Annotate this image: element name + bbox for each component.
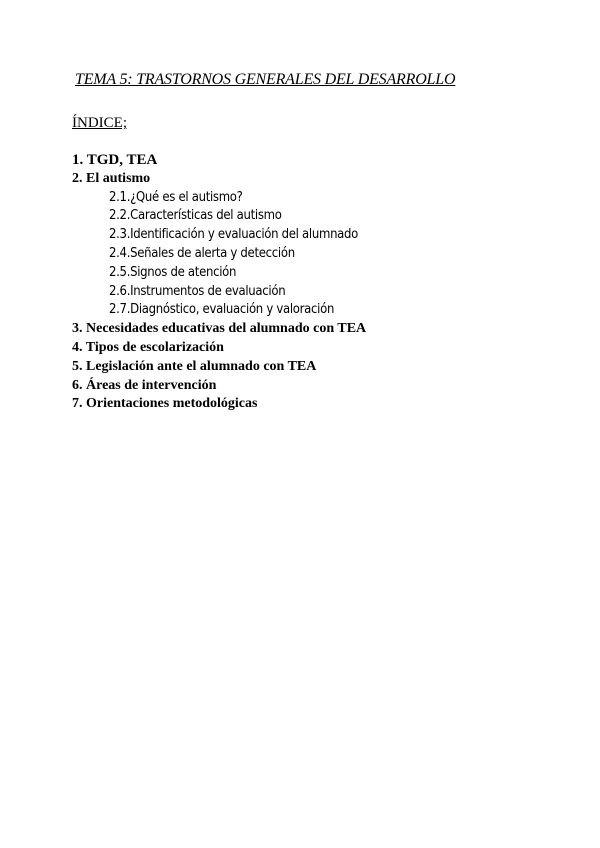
toc-item-label: 6. Áreas de intervención [72, 377, 217, 393]
toc-subitem: 2.7.Diagnóstico, evaluación y valoración [109, 302, 335, 318]
toc-item-label: 4. Tipos de escolarización [72, 339, 224, 355]
toc-item-label: 5. Legislación ante el alumnado con TEA [72, 358, 317, 374]
toc-subitems [72, 189, 366, 321]
index-heading: ÍNDICE; [72, 115, 127, 131]
toc-item [72, 170, 366, 320]
toc-subitem: 2.3.Identificación y evaluación del alumnado [109, 227, 359, 243]
toc-item [72, 320, 366, 339]
toc-subitem: 2.4.Señales de alerta y detección [109, 245, 295, 261]
toc-subitem: 2.2.Características del autismo [109, 208, 282, 224]
toc-item [72, 339, 366, 358]
toc-item [72, 151, 366, 170]
toc-item-label: 7. Orientaciones metodológicas [72, 396, 258, 412]
toc-item [72, 358, 366, 377]
table-of-contents [72, 151, 366, 414]
toc-item [72, 395, 366, 414]
toc-item-label: 3. Necesidades educativas del alumnado con TEA [72, 321, 367, 337]
toc-item-label: 2. El autismo [72, 170, 151, 186]
toc-item [72, 377, 366, 396]
document-title: TEMA 5: TRASTORNOS GENERALES DEL DESARROLLO [75, 71, 456, 88]
toc-subitem: 2.5.Signos de atención [109, 264, 237, 280]
toc-subitem: 2.6.Instrumentos de evaluación [109, 283, 286, 299]
toc-item-label: 1. TGD, TEA [72, 152, 158, 168]
toc-subitem: 2.1.¿Qué es el autismo? [109, 189, 243, 205]
